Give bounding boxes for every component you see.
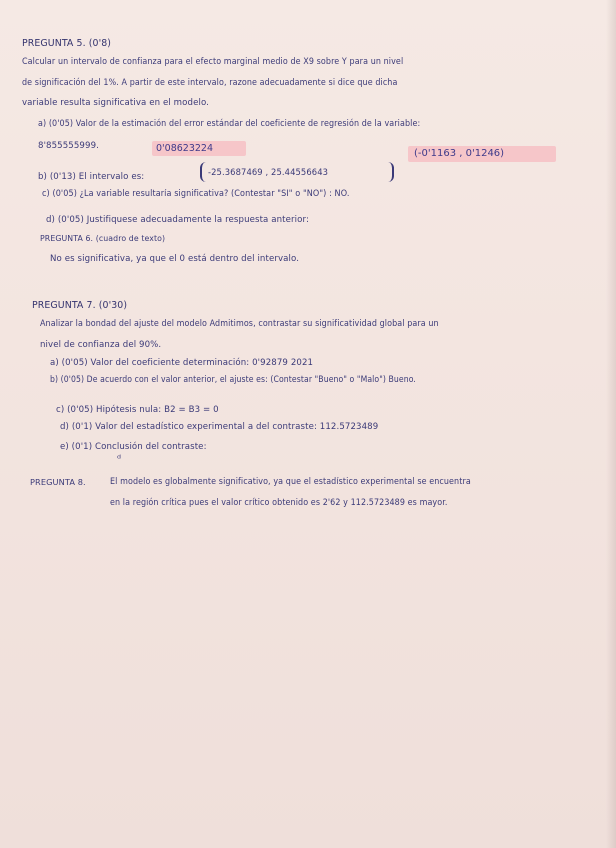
page-edge-shadow [606,0,616,848]
question-5a-text: a) (0'05) Valor de la estimación del error estándar del coeficiente de regresión de la variable: [38,119,421,129]
question-7a-text: a) (0'05) Valor del coeficiente determinación: 0'92879 2021 [50,358,314,368]
question-7-title: PREGUNTA 7. (0'30) [32,300,128,311]
question-5-intro-line-2: de significación del 1%. A partir de este intervalo, razone adecuadamente si dice que dicha [22,78,398,88]
question-5b-highlighted-interval: (-0'1163 , 0'1246) [414,148,505,159]
question-8-answer-line-1: El modelo es globalmente significativo, ya que el estadístico experimental se encuentra [110,477,471,487]
question-5a-answer: 8'855555999. [38,141,99,151]
question-7e-text: e) (0'1) Conclusión del contraste: [60,442,207,452]
question-5d-text: d) (0'05) Justifiquese adecuadamente la respuesta anterior: [46,215,309,225]
question-7b-text: b) (0'05) De acuerdo con el valor anterior, el ajuste es: (Contestar "Bueno" o "Malo") Bueno. [50,375,416,385]
question-6-answer: No es significativa, ya que el 0 está dentro del intervalo. [50,254,300,264]
insert-mark-icon: ᵈ [117,454,122,465]
question-8-answer-line-2: en la región crítica pues el valor crítico obtenido es 2'62 y 112.5723489 es mayor. [110,498,448,508]
question-5-intro-line-1: Calcular un intervalo de confianza para el efecto marginal medio de X9 sobre Y para un nivel [22,57,404,67]
question-6-title: PREGUNTA 6. (cuadro de texto) [40,234,166,243]
question-7d-text: d) (0'1) Valor del estadístico experimental a del contraste: 112.5723489 [60,422,379,432]
question-5b-text: b) (0'13) El intervalo es: [38,172,145,182]
question-5a-highlighted-value: 0'08623224 [156,143,214,154]
question-5c-text: c) (0'05) ¿La variable resultaría significativa? (Contestar "SI" o "NO") : NO. [42,189,350,199]
question-7-intro-line-2: nivel de confianza del 90%. [40,340,162,350]
question-5-title: PREGUNTA 5. (0'8) [22,38,112,49]
question-5-intro-line-3: variable resulta significativa en el modelo. [22,98,209,108]
question-7-intro-line-1: Analizar la bondad del ajuste del modelo Admitimos, contrastar su significatividad global para un [40,319,439,329]
question-7c-text: c) (0'05) Hipótesis nula: B2 = B3 = 0 [56,405,219,415]
question-8-title: PREGUNTA 8. [30,477,86,487]
question-5b-interval: -25.3687469 , 25.44556643 [208,167,329,177]
